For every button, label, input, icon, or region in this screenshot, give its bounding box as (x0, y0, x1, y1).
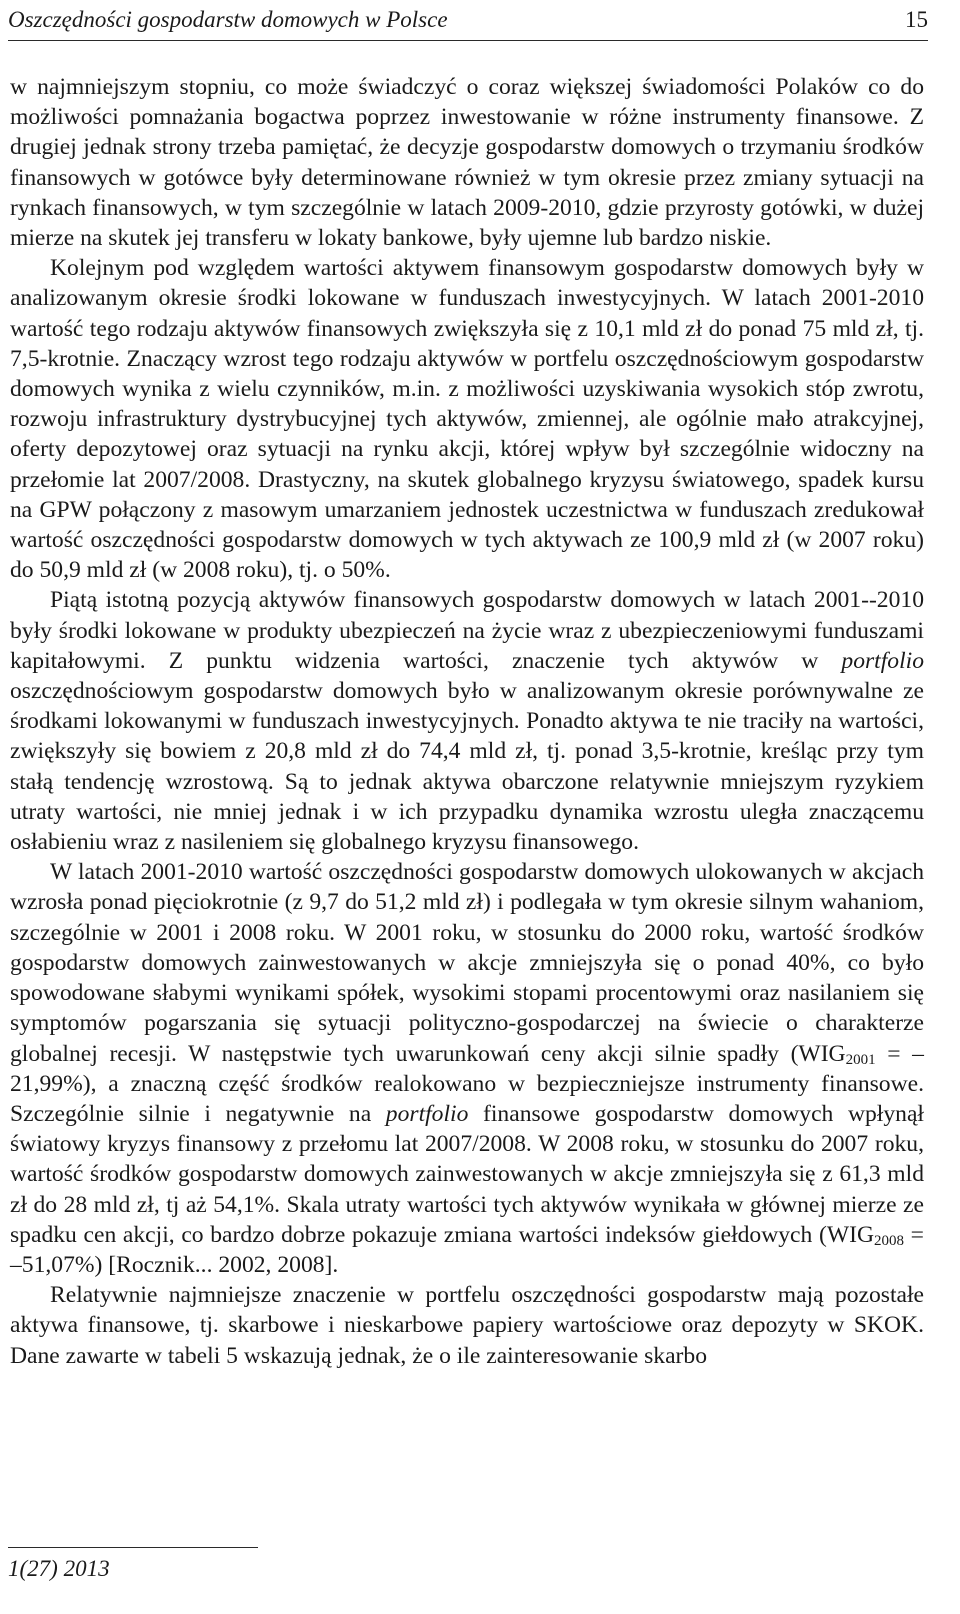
italic-term: portfolio (841, 647, 924, 674)
body-text (10, 72, 924, 1371)
italic-term: portfolio (385, 1100, 469, 1127)
paragraph-text: oszczędnościowym gospodarstw domowych było w analizowanym okresie porównywalne ze środkami lokowanymi w funduszach inwestycyjnych. Ponadto aktywa te nie traciły na wartości, zwiększyły się bowiem z 20,8 mld zł do 74,4 mld zł, tj. ponad 3,5-krotnie, kreśląc przy tym stałą tendencję wzrostową. Są to jednak aktywa obarczone relatywnie mniejszym ryzykiem utraty wartości, nie mniej jednak i w ich przypadku dynamika wzrostu uległa znaczącemu osłabieniu wraz z nasileniem się globalnego kryzysu finansowego. (10, 678, 924, 856)
paragraph (10, 1280, 924, 1371)
paragraph-text: Piątą istotną pozycją aktywów finansowych gospodarstw domowych w latach 2001--2010 były środki lokowane w produkty ubezpieczeń na życie wraz z ubezpieczeniowymi funduszami kapitałowymi. Z punktu widzenia wartości, znaczenie tych aktywów w (10, 587, 924, 674)
subscript-text: 2001 (845, 1051, 876, 1068)
running-header (8, 0, 928, 41)
paragraph-text: = –21,99%), a znaczną część środków realokowano w bezpieczniejsze instrumenty finansowe. Szczególnie silnie i negatywnie na (10, 1040, 924, 1127)
paragraph-text: w najmniejszym stopniu, co może świadczyć o coraz większej świadomości Polaków co do możliwości pomnażania bogactwa poprzez inwestowanie w różne instrumenty finansowe. Z drugiej jednak strony trzeba pamiętać, że decyzje gospodarstw domowych o trzymaniu środków finansowych w gotówce były determinowane również w tym okresie przez zmiany sytuacji na rynkach finansowych, w tym szczególnie w latach 2009-2010, gdzie przyrosty gotówki, w dużej mierze na skutek jej transferu w lokaty bankowe, były ujemne lub bardzo niskie. (10, 74, 924, 252)
paragraph (10, 253, 924, 585)
paragraph-text: W latach 2001-2010 wartość oszczędności gospodarstw domowych ulokowanych w akcjach wzrosła ponad pięciokrotnie (z 9,7 do 51,2 mld zł) i podlegała w tym okresie silnym wahaniom, szczególnie w 2001 i 2008 roku. W 2001 roku, w stosunku do 2000 roku, wartość środków gospodarstw domowych zainwestowanych w akcje zmniejszyła się o ponad 40%, co było spowodowane słabymi wynikami spółek, wysokimi stopami procentowymi oraz nasilaniem się symptomów pogarszania się sytuacji polityczno-gospodarczej na świecie o charakterze globalnej recesji. W następstwie tych uwarunkowań ceny akcji silnie spadły (WIG (10, 859, 924, 1067)
paragraph (10, 585, 924, 857)
footer-issue: 1(27) 2013 (8, 1556, 110, 1581)
paragraph-text: = –51,07%) [Rocznik... 2002, 2008]. (10, 1221, 924, 1278)
paragraph-text: finansowe gospodarstw domowych wpłynął światowy kryzys finansowy z przełomu lat 2007/2008. W 2008 roku, w stosunku do 2007 roku, wartość środków gospodarstw domowych zainwestowanych w akcje zmniejszyła się z 61,3 mld zł do 28 mld zł, tj aż 54,1%. Skala utraty wartości tych aktywów wynikała w głównej mierze ze spadku cen akcji, co bardzo dobrze pokazuje zmiana wartości indeksów giełdowych (WIG (10, 1100, 924, 1248)
paragraph (10, 857, 924, 1280)
paragraph-text: Relatywnie najmniejsze znaczenie w portfelu oszczędności gospodarstw mają pozostałe aktywa finansowe, tj. skarbowe i nieskarbowe papiery wartościowe oraz depozyty w SKOK. Dane zawarte w tabeli 5 wskazują jednak, że o ile zainteresowanie skarbo (10, 1282, 924, 1369)
subscript-text: 2008 (874, 1232, 905, 1249)
running-header-title: Oszczędności gospodarstw domowych w Polsce (8, 7, 448, 32)
footer-rule (8, 1547, 258, 1548)
page-number: 15 (905, 7, 928, 32)
paragraph (10, 72, 924, 253)
paragraph-text: Kolejnym pod względem wartości aktywem finansowym gospodarstw domowych były w analizowanym okresie środki lokowane w funduszach inwestycyjnych. W latach 2001-2010 wartość tego rodzaju aktywów finansowych zwiększyła się z 10,1 mld zł do ponad 75 mld zł, tj. 7,5-krotnie. Znaczący wzrost tego rodzaju aktywów w portfelu oszczędnościowym gospodarstw domowych wynika z wielu czynników, m.in. z możliwości uzyskiwania wysokich stóp zwrotu, rozwoju infrastruktury dystrybucyjnej tych aktywów, zmiennej, ale ogólnie mało atrakcyjnej, oferty depozytowej oraz sytuacji na rynku akcji, której wpływ był szczególnie widoczny na przełomie lat 2007/2008. Drastyczny, na skutek globalnego kryzysu światowego, spadek kursu na GPW połączony z masowym umarzaniem jednostek uczestnictwa w funduszach zredukował wartość oszczędności gospodarstw domowych w tych aktywach ze 100,9 mld zł (w 2007 roku) do 50,9 mld zł (w 2008 roku), tj. o 50%. (10, 255, 924, 584)
